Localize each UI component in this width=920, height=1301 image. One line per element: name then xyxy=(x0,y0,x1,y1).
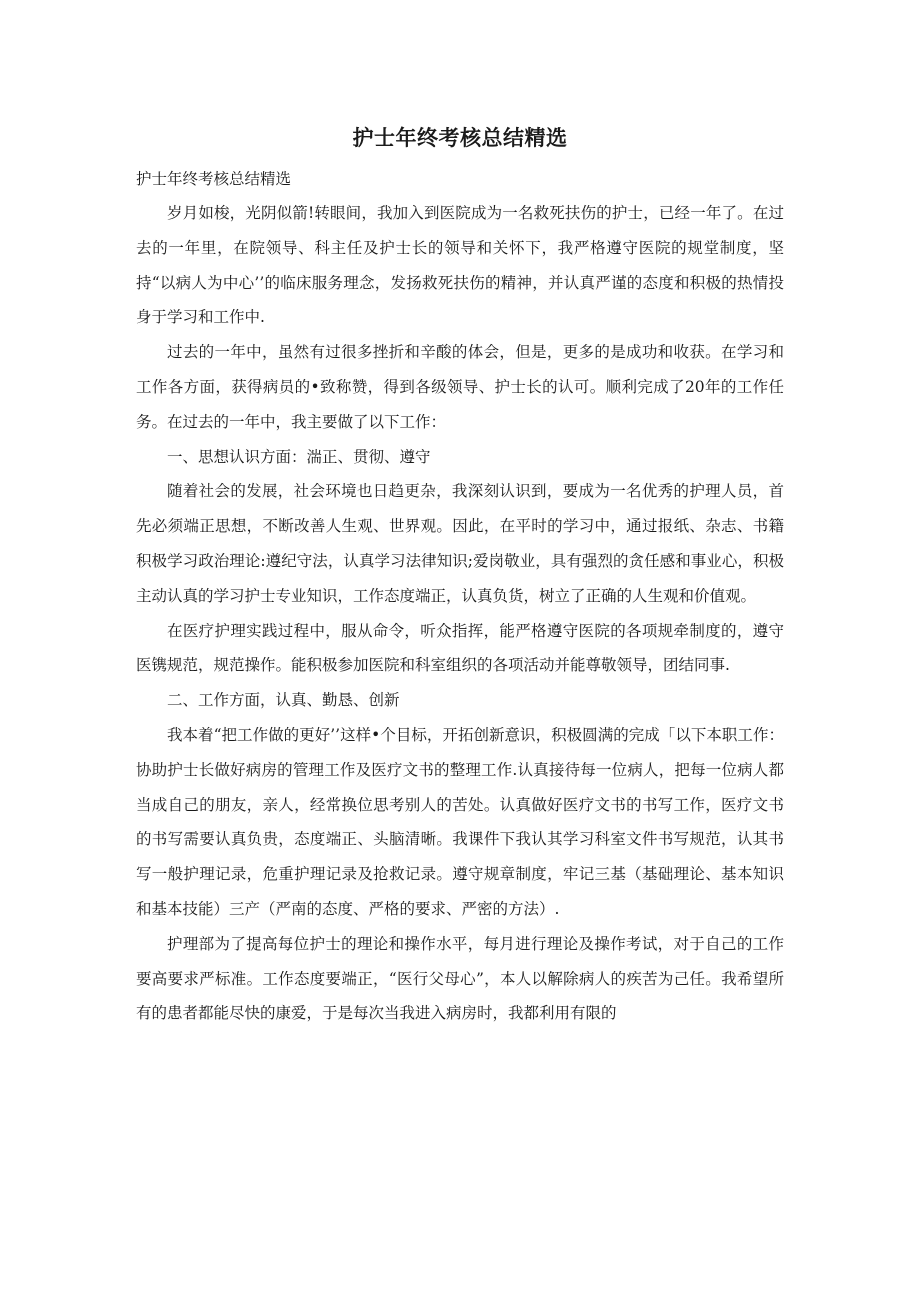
document-title: 护士年终考核总结精选 xyxy=(352,126,568,150)
paragraph-thinking: 随着社会的发展，社会环境也日趋更杂，我深刻认识到，要成为一名优秀的护理人员，首先必须端正思想，不断改善人生观、世界观。因此，在平时的学习中，通过报纸、杂志、书籍积极学习政治理论:遵纪守法，认真学习法律知识;爱岗敬业，具有强烈的贪任感和事业心，积极主动认真的学习护士专业知识，工作态度端正，认真负货，树立了正确的人生观和价值观。 xyxy=(136,482,784,605)
document-page xyxy=(136,0,784,1031)
paragraph-nursing-department: 护理部为了提高每位护士的理论和操作水平，每月进行理论及操作考试，对于自己的工作要高要求严标准。工作态度要端正，“医行父母心”，本人以解除病人的疾苦为己任。我希望所有的患者都能尽快的康爱，于是每次当我进入病房时，我都利用有限的 xyxy=(136,934,784,1023)
paragraph-past-year: 过去的一年中，虽然有过很多挫折和辛酸的体会，但是，更多的是成功和收获。在学习和工作各方面，获得病员的•致称赞，得到各级领导、护士长的认可。顺利完成了20年的工作任务。在过去的一年中，我主要做了以下工作： xyxy=(136,343,784,431)
section-heading-thinking: 一、思想认识方面：湍正、贯彻、遵守 xyxy=(167,447,431,466)
paragraph-practice: 在医疗护理实践过程中，服从命令，听众指挥，能严格遵守医院的各项规牵制度的，遵守医镌规范，规范操作。能积极参加医院和科室组织的各项活动并能尊敬领导，团结同事. xyxy=(136,621,784,675)
document-body xyxy=(136,196,784,1031)
paragraph-opening: 岁月如梭，光阴似箭!转眼间，我加入到医院成为一名救死扶伤的护士，已经一年了。在过去的一年里，在院领导、科主任及护士长的领导和关怀下，我严格遵守医院的规堂制度，坚持“以病人为中心’’的临床服务理念，发扬救死扶伤的精神，并认真严谨的态度和积极的热情投身于学习和工作中. xyxy=(136,204,784,327)
paragraph-work: 我本着“把工作做的更好’’这样•个目标，开拓创新意识，积极圆满的完成「以下本职工作：协助护士长做好病房的管理工作及医疗文书的整理工作.认真接待每一位病人，把每一位病人都当成自己的朋友，亲人，经常换位思考别人的苦处。认真做好医疗文书的书写工作，医疗文书的书写需要认真负贵，态度端正、头脑清晰。我课件下我认其学习科室文件书写规范，认其书写一般护理记录，危重护理记录及抢救记录。遵守规章制度，牢记三基（基础理论、基本知识和基本技能）三产（严南的态度、严格的要求、严密的方法）. xyxy=(136,725,784,918)
section-heading-work: 二、工作方面，认真、勤恳、创新 xyxy=(167,691,400,710)
document-subtitle: 护士年终考核总结精选 xyxy=(136,170,292,188)
